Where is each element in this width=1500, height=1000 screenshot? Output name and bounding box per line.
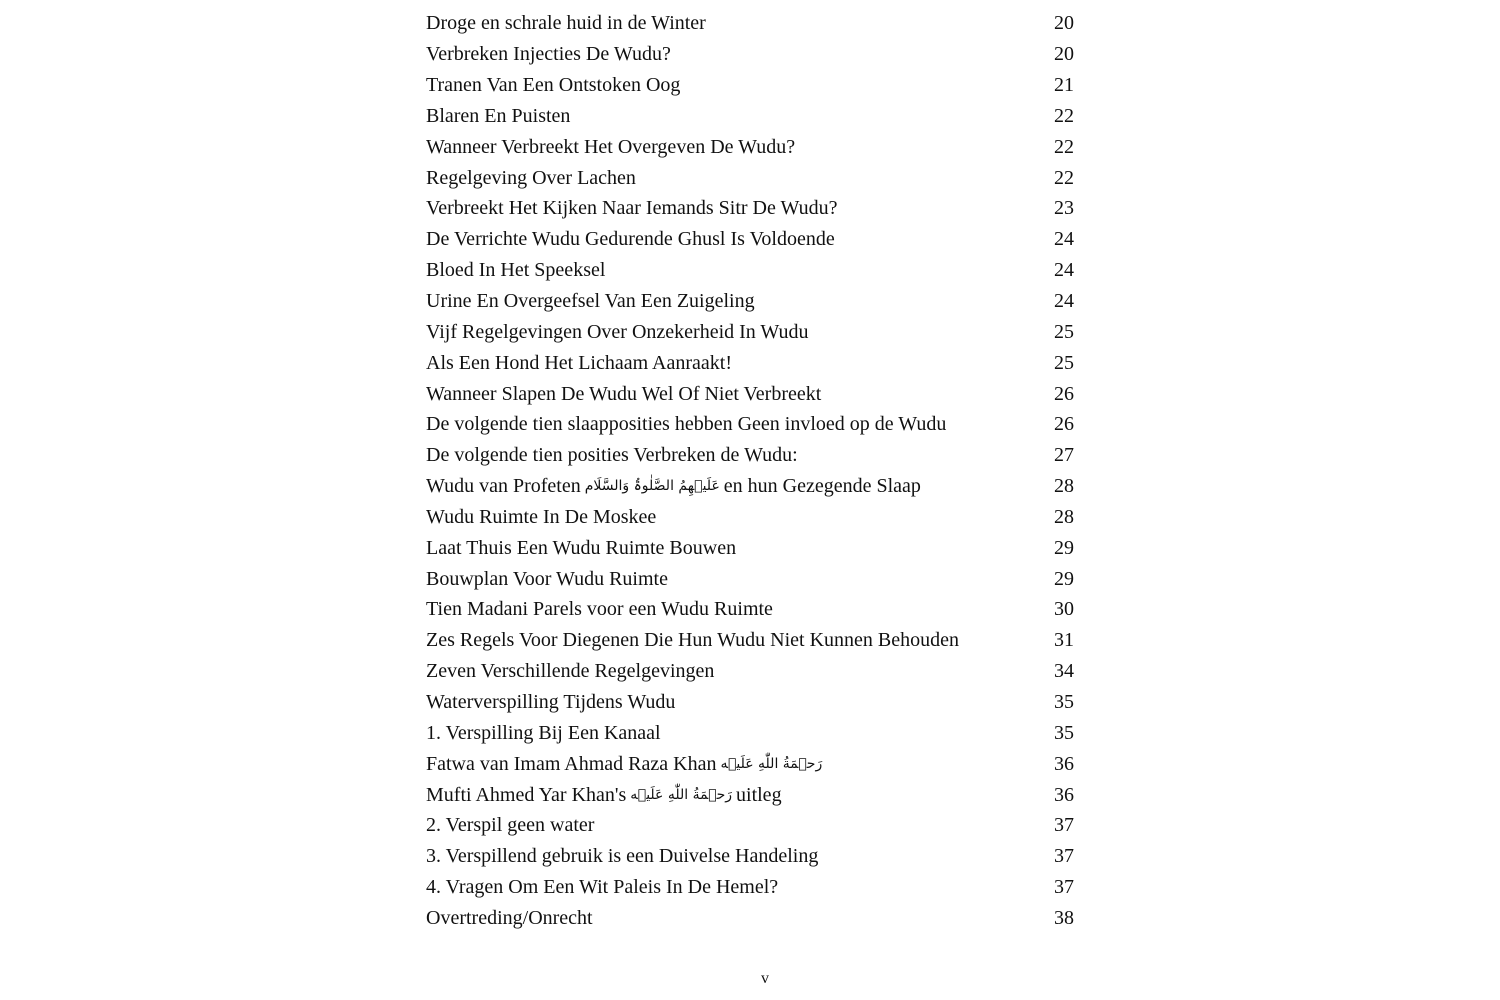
toc-entry-title <box>426 754 826 774</box>
toc-entry-page: 25 <box>1054 320 1074 343</box>
toc-entry[interactable] <box>426 872 1074 903</box>
toc-entry-page: 20 <box>1054 12 1074 35</box>
toc-entry-page: 26 <box>1054 413 1074 436</box>
toc-entry[interactable] <box>426 748 1074 779</box>
toc-entry-title <box>426 476 921 496</box>
toc-entry-title-end: uitleg <box>736 783 782 806</box>
toc-entry[interactable] <box>426 39 1074 70</box>
toc-entry[interactable] <box>426 224 1074 255</box>
toc-entry-page: 35 <box>1054 690 1074 713</box>
toc-entry[interactable] <box>426 131 1074 162</box>
toc-entry[interactable] <box>426 656 1074 687</box>
toc-entry[interactable] <box>426 378 1074 409</box>
toc-entry-page: 24 <box>1054 290 1074 313</box>
toc-entry[interactable] <box>426 687 1074 718</box>
toc-entry-title: 2. Verspil geen water <box>426 814 595 837</box>
toc-entry-page: 27 <box>1054 444 1074 467</box>
toc-entry-page: 30 <box>1054 598 1074 621</box>
toc-entry[interactable] <box>426 471 1074 502</box>
toc-entry-title: Wudu Ruimte In De Moskee <box>426 505 657 528</box>
toc-entry-page: 31 <box>1054 629 1074 652</box>
toc-entry[interactable] <box>426 347 1074 378</box>
toc-entry-title: Laat Thuis Een Wudu Ruimte Bouwen <box>426 536 737 559</box>
toc-entry[interactable] <box>426 810 1074 841</box>
toc-entry-title: Vijf Regelgevingen Over Onzekerheid In Wudu <box>426 320 809 343</box>
toc-entry-page: 21 <box>1054 74 1074 97</box>
table-of-contents <box>426 8 1074 933</box>
toc-entry-page: 22 <box>1054 166 1074 189</box>
arabic-honorific: عَلَيۡهِمُ الصَّلٰوۃُ وَالسَّلَام <box>584 478 720 495</box>
toc-entry[interactable] <box>426 717 1074 748</box>
toc-entry-title-start: Wudu van Profeten <box>426 475 581 498</box>
page-number: v <box>761 970 769 987</box>
toc-entry-page: 29 <box>1054 536 1074 559</box>
toc-entry-title: 1. Verspilling Bij Een Kanaal <box>426 721 661 744</box>
toc-entry[interactable] <box>426 532 1074 563</box>
toc-entry[interactable] <box>426 594 1074 625</box>
toc-entry-title-end: en hun Gezegende Slaap <box>723 475 921 498</box>
toc-entry-title: Regelgeving Over Lachen <box>426 166 636 189</box>
toc-entry-title <box>426 785 782 805</box>
toc-entry-title-start: Mufti Ahmed Yar Khan's <box>426 783 627 806</box>
toc-entry-title: De Verrichte Wudu Gedurende Ghusl Is Voldoende <box>426 228 835 251</box>
toc-entry-title: Overtreding/Onrecht <box>426 906 593 929</box>
toc-entry-title: Tien Madani Parels voor een Wudu Ruimte <box>426 598 773 621</box>
toc-entry-page: 25 <box>1054 351 1074 374</box>
toc-entry-page: 34 <box>1054 660 1074 683</box>
toc-entry-page: 29 <box>1054 567 1074 590</box>
toc-entry-title-start: Fatwa van Imam Ahmad Raza Khan <box>426 752 717 775</box>
toc-entry[interactable] <box>426 625 1074 656</box>
toc-entry-page: 24 <box>1054 259 1074 282</box>
toc-entry-page: 37 <box>1054 845 1074 868</box>
toc-entry[interactable] <box>426 255 1074 286</box>
toc-entry-title: Zes Regels Voor Diegenen Die Hun Wudu Niet Kunnen Behouden <box>426 629 959 652</box>
toc-entry-title: Verbreekt Het Kijken Naar Iemands Sitr De Wudu? <box>426 197 838 220</box>
toc-entry[interactable] <box>426 409 1074 440</box>
toc-entry-title: Urine En Overgeefsel Van Een Zuigeling <box>426 290 755 313</box>
toc-entry[interactable] <box>426 779 1074 810</box>
toc-entry-title: 3. Verspillend gebruik is een Duivelse Handeling <box>426 845 819 868</box>
toc-entry-title: Tranen Van Een Ontstoken Oog <box>426 74 681 97</box>
toc-entry-title: Als Een Hond Het Lichaam Aanraakt! <box>426 351 733 374</box>
toc-entry-page: 22 <box>1054 135 1074 158</box>
toc-entry-title: 4. Vragen Om Een Wit Paleis In De Hemel? <box>426 876 779 899</box>
toc-entry[interactable] <box>426 502 1074 533</box>
toc-entry-page: 23 <box>1054 197 1074 220</box>
toc-entry[interactable] <box>426 316 1074 347</box>
toc-entry-title: De volgende tien posities Verbreken de Wudu: <box>426 444 798 467</box>
toc-entry[interactable] <box>426 101 1074 132</box>
toc-entry-title: Bloed In Het Speeksel <box>426 259 606 282</box>
toc-entry-title: Verbreken Injecties De Wudu? <box>426 43 671 66</box>
toc-entry-page: 26 <box>1054 382 1074 405</box>
toc-entry-page: 28 <box>1054 505 1074 528</box>
toc-entry-title: Wanneer Verbreekt Het Overgeven De Wudu? <box>426 135 796 158</box>
toc-entry[interactable] <box>426 902 1074 933</box>
toc-entry-page: 35 <box>1054 721 1074 744</box>
toc-entry-title: Zeven Verschillende Regelgevingen <box>426 660 715 683</box>
toc-entry-page: 36 <box>1054 783 1074 806</box>
toc-entry[interactable] <box>426 70 1074 101</box>
toc-entry-page: 37 <box>1054 876 1074 899</box>
toc-entry-title: Droge en schrale huid in de Winter <box>426 12 706 35</box>
arabic-honorific: رَحۡمَةُ اللّٰهِ عَلَيۡه <box>720 755 823 772</box>
toc-entry-title: Waterverspilling Tijdens Wudu <box>426 690 676 713</box>
toc-entry-page: 20 <box>1054 43 1074 66</box>
toc-entry-title: Blaren En Puisten <box>426 104 571 127</box>
toc-entry-page: 24 <box>1054 228 1074 251</box>
toc-entry[interactable] <box>426 193 1074 224</box>
toc-entry[interactable] <box>426 162 1074 193</box>
toc-entry[interactable] <box>426 8 1074 39</box>
arabic-honorific: رَحۡمَةُ اللّٰهِ عَلَيۡه <box>630 786 733 803</box>
toc-entry-title: Bouwplan Voor Wudu Ruimte <box>426 567 668 590</box>
toc-entry-page: 37 <box>1054 814 1074 837</box>
toc-entry[interactable] <box>426 841 1074 872</box>
toc-entry-page: 36 <box>1054 752 1074 775</box>
toc-entry[interactable] <box>426 440 1074 471</box>
toc-entry[interactable] <box>426 286 1074 317</box>
toc-entry-page: 22 <box>1054 104 1074 127</box>
toc-entry[interactable] <box>426 563 1074 594</box>
toc-entry-page: 38 <box>1054 906 1074 929</box>
toc-entry-title: De volgende tien slaapposities hebben Geen invloed op de Wudu <box>426 413 947 436</box>
toc-entry-page: 28 <box>1054 475 1074 498</box>
toc-entry-title: Wanneer Slapen De Wudu Wel Of Niet Verbreekt <box>426 382 822 405</box>
